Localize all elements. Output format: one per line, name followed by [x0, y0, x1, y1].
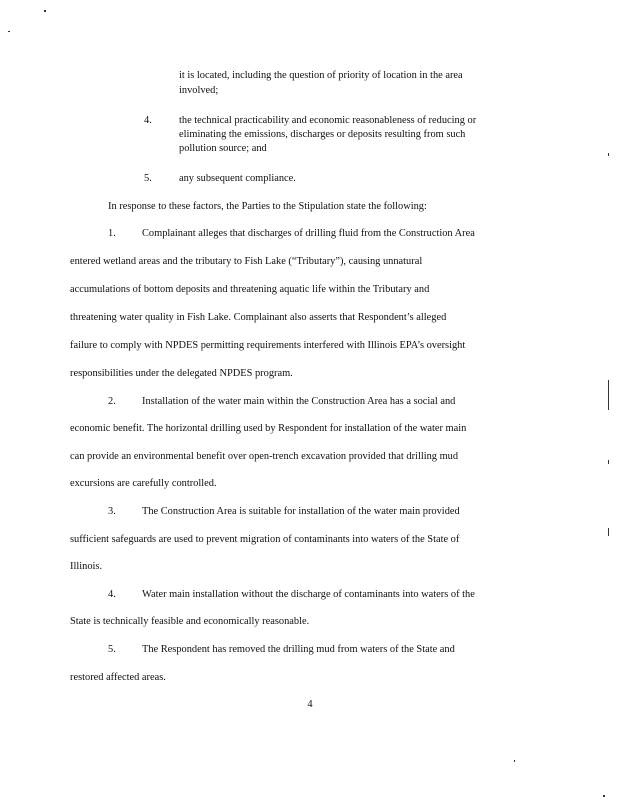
paragraph-line: can provide an environmental benefit over open-trench excavation provided that drilling mud	[70, 451, 459, 462]
paragraph-line: Installation of the water main within the Construction Area has a social and	[142, 396, 456, 407]
paragraph-number: 3.	[108, 506, 116, 517]
continuation-line: it is located, including the question of priority of location in the area	[179, 70, 463, 81]
paragraph-line: Complainant alleges that discharges of drilling fluid from the Construction Area	[142, 228, 475, 239]
scan-speck	[608, 528, 609, 536]
scan-speck	[8, 31, 10, 32]
paragraph-line: threatening water quality in Fish Lake. Complainant also asserts that Respondent’s alleged	[70, 312, 447, 323]
factor-line: the technical practicability and economic reasonableness of reducing or	[179, 115, 477, 126]
intro-sentence: In response to these factors, the Parties to the Stipulation state the following:	[108, 201, 427, 212]
scan-speck	[514, 760, 515, 762]
paragraph-line: failure to comply with NPDES permitting requirements interfered with Illinois EPA’s oversight	[70, 340, 466, 351]
factor-line: eliminating the emissions, discharges or deposits resulting from such	[179, 129, 466, 140]
paragraph-number: 5.	[108, 644, 116, 655]
factor-number: 5.	[144, 173, 152, 184]
paragraph-line: Illinois.	[70, 561, 103, 572]
paragraph-number: 2.	[108, 396, 116, 407]
continuation-line: involved;	[179, 85, 219, 96]
paragraph-line: responsibilities under the delegated NPDES program.	[70, 368, 293, 379]
factor-number: 4.	[144, 115, 152, 126]
paragraph-line: entered wetland areas and the tributary to Fish Lake (“Tributary”), causing unnatural	[70, 256, 423, 267]
factor-line: any subsequent compliance.	[179, 173, 296, 184]
paragraph-line: The Construction Area is suitable for installation of the water main provided	[142, 506, 460, 517]
paragraph-line: The Respondent has removed the drilling mud from waters of the State and	[142, 644, 455, 655]
paragraph-line: Water main installation without the discharge of contaminants into waters of the	[142, 589, 475, 600]
paragraph-line: restored affected areas.	[70, 672, 166, 683]
paragraph-number: 4.	[108, 589, 116, 600]
scan-speck	[44, 10, 46, 12]
scan-speck	[608, 153, 609, 156]
scan-speck	[608, 460, 609, 464]
paragraph-line: sufficient safeguards are used to prevent migration of contaminants into waters of the State of	[70, 534, 460, 545]
page-number: 4	[307, 699, 313, 710]
factor-line: pollution source; and	[179, 143, 267, 154]
paragraph-number: 1.	[108, 228, 116, 239]
scan-speck	[608, 380, 609, 410]
paragraph-line: economic benefit. The horizontal drilling used by Respondent for installation of the water main	[70, 423, 467, 434]
paragraph-line: State is technically feasible and economically reasonable.	[70, 616, 310, 627]
paragraph-line: excursions are carefully controlled.	[70, 478, 217, 489]
paragraph-line: accumulations of bottom deposits and threatening aquatic life within the Tributary and	[70, 284, 430, 295]
scan-speck	[603, 795, 605, 797]
